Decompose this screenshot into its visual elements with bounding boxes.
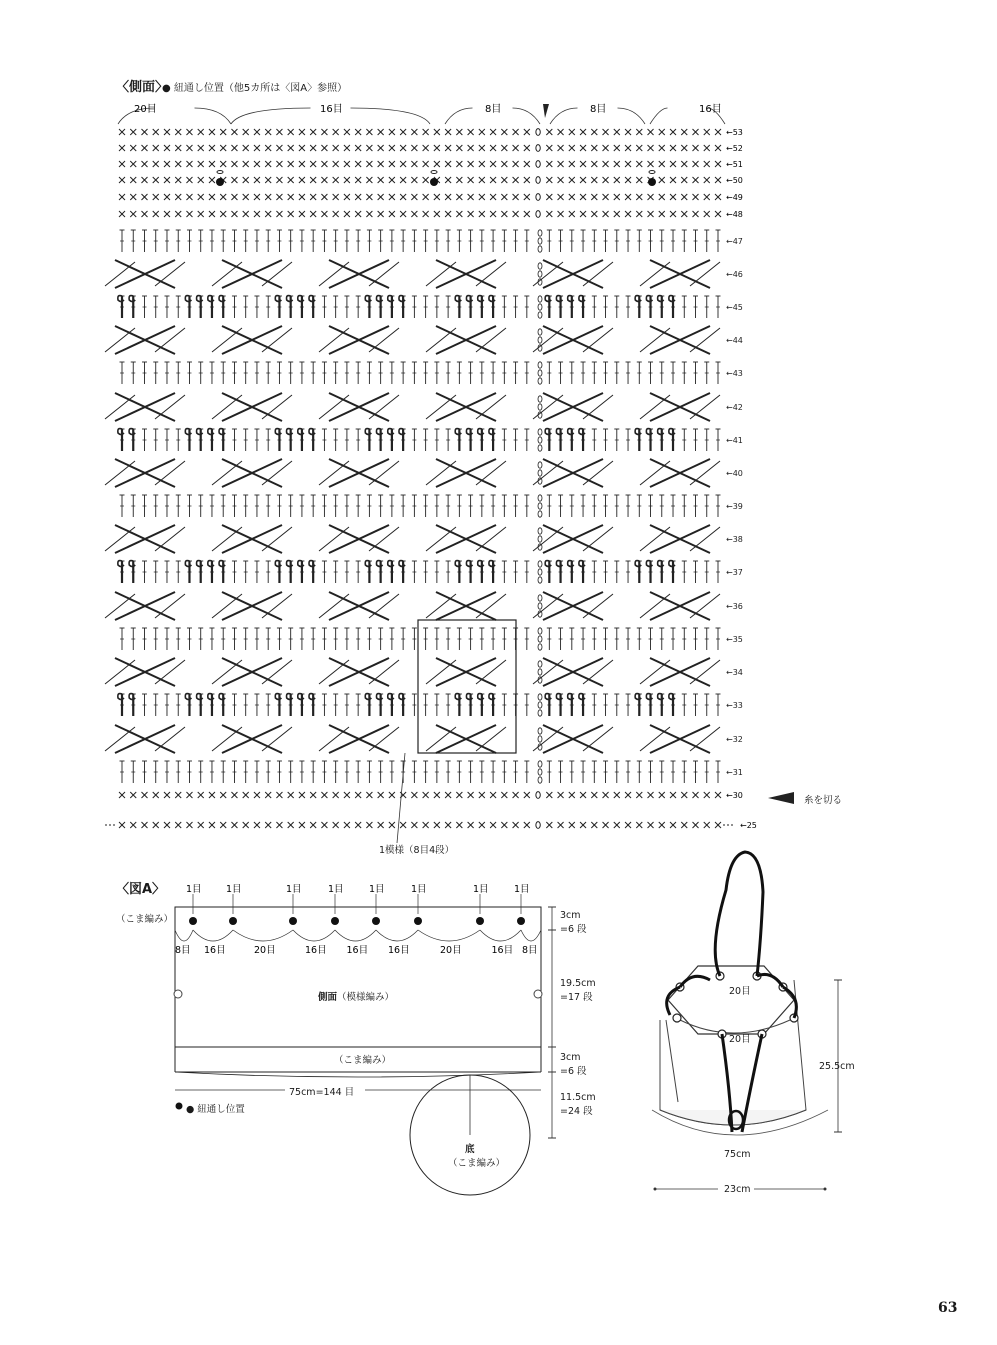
row-number: ←47 <box>726 237 743 246</box>
motif-box <box>418 620 516 753</box>
row-number: ←42 <box>726 403 743 412</box>
sc-row <box>119 211 721 218</box>
spacing-label: 16目 <box>346 945 369 956</box>
top-stitch-brackets <box>118 108 725 124</box>
spacing-label: 20目 <box>440 945 462 956</box>
dc-row <box>118 561 721 584</box>
row-number: ←31 <box>726 768 743 777</box>
top-count-label: 16目 <box>699 104 722 115</box>
top-count-label: 16目 <box>320 104 343 115</box>
row-number: ←43 <box>726 369 743 378</box>
dim-3: 3cm =6 段 <box>560 1052 587 1077</box>
sc-row <box>119 177 721 184</box>
row-number: ←40 <box>726 469 743 478</box>
dim-2: 19.5cm =17 段 <box>560 978 596 1003</box>
top-count-label: 20目 <box>134 104 157 115</box>
spacing-label: 16目 <box>305 945 327 956</box>
row-number: ←44 <box>726 336 743 345</box>
drawstring-holes <box>175 884 541 956</box>
dc-row <box>105 725 720 753</box>
dim-1: 3cm =6 段 <box>560 910 587 935</box>
spacing-label: 16目 <box>204 945 226 956</box>
hole-count-label: 1目 <box>473 884 489 895</box>
spacing-label: 8目 <box>175 945 191 956</box>
drawstring-note: ● 紐通し位置（他5カ所は〈図A〉参照） <box>162 83 348 94</box>
dc-row <box>118 296 721 319</box>
band-label: （こま編み） <box>334 1055 392 1066</box>
hole-count-label: 1目 <box>411 884 427 895</box>
row-number: ←39 <box>726 502 743 511</box>
sc-row <box>119 792 721 799</box>
hole-count-label: 1目 <box>514 884 530 895</box>
row-number: ←36 <box>726 602 743 611</box>
sc-row <box>119 129 721 136</box>
dc-row <box>120 628 721 650</box>
bottom-sub-label: （こま編み） <box>448 1158 506 1169</box>
dc-row <box>105 525 720 553</box>
sc-row <box>119 145 721 152</box>
bag-width-label: 23cm <box>724 1184 751 1195</box>
dc-row <box>118 429 721 452</box>
row-number: ←52 <box>726 144 743 153</box>
bag-circumference-label: 75cm <box>724 1149 751 1160</box>
fig-a-left-label: （こま編み） <box>116 914 174 925</box>
hole-count-label: 1目 <box>328 884 344 895</box>
row-number: ←49 <box>726 193 743 202</box>
width-label: 75cm=144 目 <box>289 1087 355 1098</box>
dc-row <box>120 230 721 252</box>
row-number: ←32 <box>726 735 743 744</box>
sc-row <box>119 194 721 201</box>
row-number: ←51 <box>726 160 743 169</box>
row-number: ←53 <box>726 128 743 137</box>
bag-mid-label: 20目 <box>729 1034 751 1045</box>
row-number: ←38 <box>726 535 743 544</box>
dc-row <box>105 393 720 421</box>
cut-yarn-label: 糸を切る <box>804 795 843 806</box>
hole-count-label: 1目 <box>369 884 385 895</box>
sc-row <box>119 161 721 168</box>
row-number: ←37 <box>726 568 743 577</box>
dc-row <box>105 260 720 288</box>
dc-row <box>105 592 720 620</box>
start-marker-icon <box>543 104 549 118</box>
top-count-label: 8目 <box>590 104 607 115</box>
row-number: ←30 <box>726 791 743 800</box>
row-number: ←34 <box>726 668 743 677</box>
legend-label: ● 紐通し位置 <box>186 1104 245 1115</box>
dc-row <box>105 326 720 354</box>
spacing-label: 16目 <box>388 945 410 956</box>
row-numbers <box>726 128 757 830</box>
sc-row <box>105 822 735 829</box>
spacing-label: 20目 <box>254 945 276 956</box>
drawstring-mark-icon <box>430 171 438 187</box>
page-number: 63 <box>938 1300 958 1316</box>
bag-top-hexagon <box>668 966 794 1034</box>
dc-row <box>120 761 721 783</box>
hole-count-label: 1目 <box>286 884 302 895</box>
row-number: ←35 <box>726 635 743 644</box>
hole-count-label: 1目 <box>186 884 202 895</box>
spacing-label: 8目 <box>522 945 538 956</box>
drawstring-mark-icon <box>216 171 224 187</box>
row-number: ←33 <box>726 701 743 710</box>
bottom-label: 底 <box>465 1144 475 1155</box>
motif-label: 1模様（8目4段） <box>379 845 455 856</box>
stitch-symbols <box>105 129 735 829</box>
dc-row <box>120 362 721 384</box>
side-chart-title: 〈側面〉 <box>116 80 169 95</box>
cut-arrow-icon <box>768 792 794 804</box>
row-number: ←46 <box>726 270 743 279</box>
dc-row <box>120 495 721 517</box>
dim-4: 11.5cm =24 段 <box>560 1092 596 1117</box>
row-number: ←50 <box>726 176 743 185</box>
spacing-label: 16目 <box>491 945 514 956</box>
fig-a-title: 〈図A〉 <box>116 882 166 897</box>
dc-row <box>105 459 720 487</box>
dc-row <box>118 694 721 717</box>
bag-illustration <box>630 840 870 1200</box>
top-count-label: 8目 <box>485 104 502 115</box>
side-body-label: 側面（模様編み） <box>318 992 395 1003</box>
row-number: ←41 <box>726 436 743 445</box>
row-number: ←48 <box>726 210 743 219</box>
dc-row <box>105 658 720 686</box>
hole-count-label: 1目 <box>226 884 242 895</box>
bag-height-label: 25.5cm <box>819 1061 855 1072</box>
row-number: ←25 <box>740 821 757 830</box>
side-panel <box>175 907 541 1047</box>
row-number: ←45 <box>726 303 743 312</box>
bag-top-label: 20目 <box>729 986 751 997</box>
